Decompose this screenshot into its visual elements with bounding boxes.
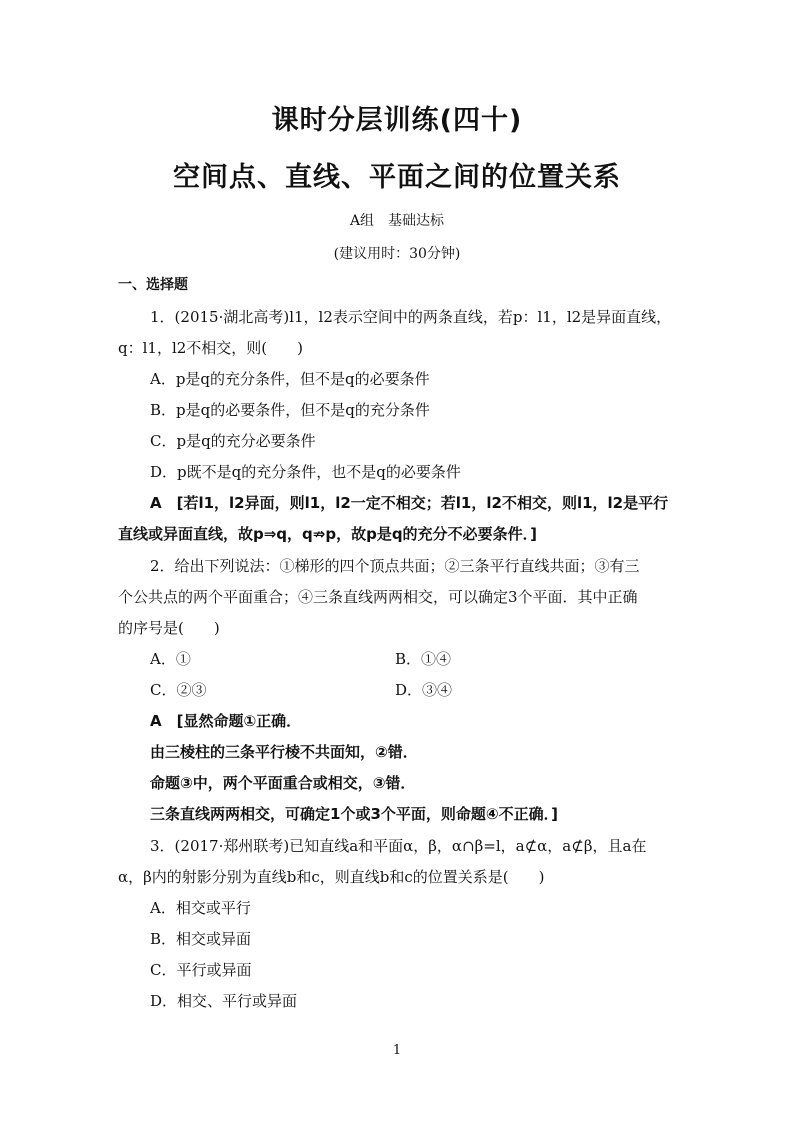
q2-option-d: D．③④ [395, 681, 453, 699]
group-label: A组 基础达标 [349, 213, 445, 229]
q2-option-a: A．① [150, 650, 191, 668]
q1-answer-line2: 直线或异面直线，故p⇒q，q⇏p，故p是q的充分不必要条件．] [118, 525, 537, 543]
time-note: (建议用时：30分钟) [333, 246, 461, 262]
q3-option-a: A．相交或平行 [150, 899, 251, 917]
q3-option-b: B．相交或异面 [150, 930, 252, 948]
q3-option-d: D．相交、平行或异面 [150, 992, 298, 1010]
q3-stem-line2: α，β内的射影分别为直线b和c，则直线b和c的位置关系是( ) [118, 868, 545, 886]
q2-option-c: C．②③ [150, 681, 207, 699]
section-heading: 一、选择题 [118, 277, 188, 293]
q3-stem-line1: 3．(2017·郑州联考)已知直线a和平面α，β，α∩β=l，a⊄α，a⊄β，且a在 [150, 837, 647, 855]
q1-option-b: B．p是q的必要条件，但不是q的充分条件 [150, 401, 430, 419]
q1-option-c: C．p是q的充分必要条件 [150, 432, 316, 450]
q2-option-b: B．①④ [395, 650, 452, 668]
q1-stem-line2: q：l1，l2不相交，则( ) [118, 339, 303, 357]
q2-answer-line3: 命题③中，两个平面重合或相交，③错． [150, 774, 416, 792]
page-title: 课时分层训练(四十) [271, 105, 523, 136]
page-subtitle: 空间点、直线、平面之间的位置关系 [173, 162, 621, 193]
q1-option-d: D．p既不是q的充分条件，也不是q的必要条件 [150, 463, 461, 481]
q3-option-c: C．平行或异面 [150, 961, 252, 979]
q2-stem-line1: 2．给出下列说法：①梯形的四个顶点共面；②三条平行直线共面；③有三 [150, 557, 640, 575]
q2-answer-line2: 由三棱柱的三条平行棱不共面知，②错． [150, 743, 418, 761]
q2-stem-line2: 个公共点的两个平面重合；④三条直线两两相交，可以确定3个平面．其中正确 [118, 588, 638, 606]
q1-stem-line1: 1．(2015·湖北高考)l1，l2表示空间中的两条直线，若p：l1，l2是异面直线， [150, 308, 672, 326]
q1-answer-line1: A [若l1，l2异面，则l1，l2一定不相交；若l1，l2不相交，则l1，l2是平行 [150, 494, 669, 512]
q1-option-a: A．p是q的充分条件，但不是q的必要条件 [150, 370, 430, 388]
q2-stem-line3: 的序号是( ) [118, 619, 220, 637]
q2-answer-line4: 三条直线两两相交，可确定1个或3个平面，则命题④不正确．] [150, 805, 558, 823]
page-number: 1 [392, 1043, 402, 1058]
q2-answer-line1: A [显然命题①正确． [150, 712, 302, 730]
